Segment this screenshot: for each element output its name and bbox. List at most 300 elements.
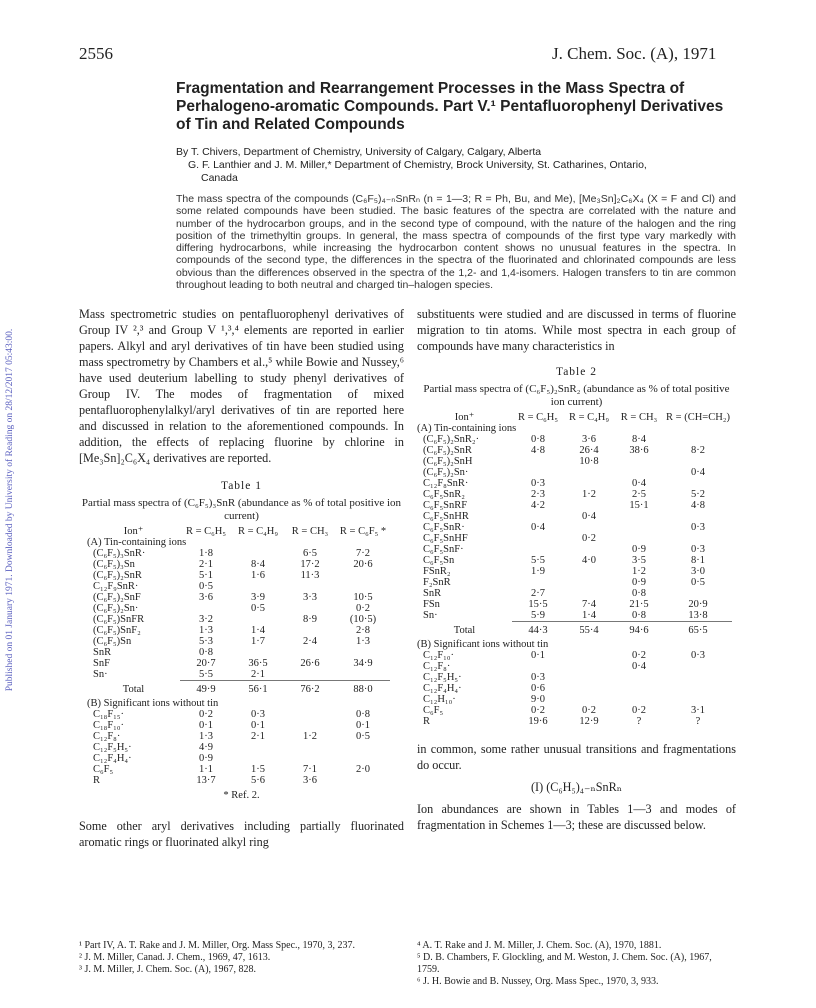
table-2-value-cell: 4·8 xyxy=(531,445,545,456)
table-1-row xyxy=(87,669,390,681)
table-1-value-cell: 1·3 xyxy=(356,636,370,647)
table-2-row xyxy=(417,533,732,544)
paragraph-bottom: Ion abundances are shown in Tables 1—3 and modes of fragmentation in Schemes 1—3; these are discussed below. xyxy=(417,802,736,832)
table-2-value-cell: 0·4 xyxy=(632,661,646,672)
table-2-value-cell xyxy=(614,672,664,683)
table-2-total-value: 55·4 xyxy=(579,625,599,636)
table-2-value-cell xyxy=(564,577,614,588)
table-1-value-cell: 4·9 xyxy=(199,742,213,753)
author-line-1: By T. Chivers, Department of Chemistry, University of Calgary, Calgary, Alberta xyxy=(176,146,542,158)
table-2-total-value: 65·5 xyxy=(688,625,708,636)
table-2-ion-cell: SnR xyxy=(423,588,442,599)
table-2-row xyxy=(417,445,732,456)
table-2-value-cell: 4·8 xyxy=(691,500,705,511)
table-1-value-cell xyxy=(180,603,232,614)
table-2-section-heading: (B) Significant ions without tin xyxy=(417,639,549,650)
table-1-total-value: 76·2 xyxy=(300,684,320,695)
paragraph-mid: in common, some rather unusual transitions and fragmentations do occur. xyxy=(417,742,736,772)
table-2-value-cell: 0·4 xyxy=(691,467,705,478)
table-2-value-cell: 0·3 xyxy=(531,478,545,489)
table-1-row xyxy=(87,647,390,658)
table-2-value-cell xyxy=(664,511,732,522)
table-1-value-cell: 0·2 xyxy=(199,709,213,720)
table-1-value-cell xyxy=(284,603,336,614)
table-2-ion-cell: F₂SnR xyxy=(423,577,451,588)
table-2-value-cell xyxy=(614,467,664,478)
table-1-value-cell xyxy=(232,548,284,559)
table-2-value-cell: 1·2 xyxy=(632,566,646,577)
table-2-value-cell: 3·5 xyxy=(632,555,646,566)
section-heading: (I) (C₆H₅)₄₋ₙSnRₙ xyxy=(531,780,622,794)
table-1-value-cell: 8·9 xyxy=(303,614,317,625)
table-1-value-cell xyxy=(336,753,390,764)
table-2-header-ion: Ion⁺ xyxy=(454,412,475,423)
table-1-section-heading: (A) Tin-containing ions xyxy=(87,537,187,548)
table-1-value-cell xyxy=(232,647,284,658)
table-2-header-col: R = (CH=CH₂) xyxy=(666,412,730,423)
footnote-6: ⁶ J. H. Bowie and B. Nussey, Org. Mass Spec., 1970, 3, 933. xyxy=(417,976,659,987)
table-2-label: Table 2 xyxy=(555,366,597,378)
footnote-5: ⁵ D. B. Chambers, F. Glockling, and M. Weston, J. Chem. Soc. (A), 1967, 1759. xyxy=(417,952,712,975)
table-2-ion-cell: C₆F₅SnHF xyxy=(423,533,468,544)
table-2-value-cell: 13·8 xyxy=(664,610,732,622)
footnote-1: ¹ Part IV, A. T. Rake and J. M. Miller, Org. Mass Spec., 1970, 3, 237. xyxy=(79,940,356,951)
table-1-ion-cell: SnF xyxy=(93,658,110,669)
table-1-value-cell xyxy=(336,581,390,592)
table-2-value-cell: 2·5 xyxy=(632,489,646,500)
table-2-row xyxy=(417,434,732,445)
table-1-value-cell xyxy=(284,581,336,592)
table-1-ion-cell: C₆F₅ xyxy=(93,764,114,775)
table-2-row xyxy=(417,716,732,727)
table-2-ion-cell: R xyxy=(423,716,431,727)
table-1-value-cell xyxy=(232,614,284,625)
table-2-row xyxy=(417,544,732,555)
table-2-value-cell: 0·8 xyxy=(531,434,545,445)
table-1-value-cell: 3·6 xyxy=(199,592,213,603)
table-1-value-cell xyxy=(336,742,390,753)
table-2-value-cell xyxy=(664,694,732,705)
table-2-row xyxy=(417,661,732,672)
table-2-row xyxy=(417,610,732,622)
footnote-4: ⁴ A. T. Rake and J. M. Miller, J. Chem. Soc. (A), 1970, 1881. xyxy=(417,940,662,951)
table-1-value-cell: 0·5 xyxy=(199,581,213,592)
table-2-row xyxy=(417,456,732,467)
table-2-value-cell: 8·1 xyxy=(691,555,705,566)
table-1-ion-cell: C₁₂F₉SnR· xyxy=(93,581,139,592)
paragraph-continued: Some other aryl derivatives including partially fluorinated aromatic rings or fluorinated alkyl ring xyxy=(79,819,404,849)
table-1-caption: Partial mass spectra of (C₆F₅)₃SnR (abundance as % of total positive ion current) xyxy=(81,497,402,522)
table-2-value-cell: 0·8 xyxy=(632,588,646,599)
table-1-ion-cell: C₁₂F₄H₄· xyxy=(93,753,132,764)
table-1-value-cell: 2·1 xyxy=(232,669,284,681)
table-2-ion-cell: C₁₂F₈SnR· xyxy=(423,478,469,489)
table-2-ion-cell: (C₆F₅)₂SnR₂· xyxy=(423,434,480,445)
table-1-header-ion: Ion⁺ xyxy=(123,526,144,537)
table-1-row xyxy=(87,603,390,614)
table-1-section-heading: (B) Significant ions without tin xyxy=(87,698,219,709)
table-2-ion-cell: C₁₂F₈· xyxy=(423,661,451,672)
table-1-ion-cell: (C₆F₅)₂Sn· xyxy=(93,603,139,614)
table-1-ion-cell: (C₆F₅)₃SnR· xyxy=(93,548,146,559)
table-1-value-cell: 5·3 xyxy=(199,636,213,647)
table-2-value-cell xyxy=(512,661,564,672)
table-1-header-col: R = C₆F₅ * xyxy=(339,526,387,537)
intro-paragraph: Mass spectrometric studies on pentafluorophenyl derivatives of Group IV ²,³ and Group V ¹,³,⁴ elements are reported in earlier papers. Alkyl and aryl derivatives of tin have been studied using mass spectrometry by Chambers et al.,⁵ while Bowie and Nussey,⁶ have used deuterium labelling to study phenyl derivatives of Group IV. The modes of fragmentation of mixed pentafluorophenylalkyl/aryl derivatives of tin are reported here and discussed in relation to the aforementioned compounds. In addition, the effects of replacing fluorine by chlorine in [Me₃Sn]₂C₆X₄ derivatives are reported. xyxy=(79,307,404,465)
table-2-value-cell: ? xyxy=(695,716,701,727)
table-2-total-label: Total xyxy=(453,624,476,636)
table-2-ion-cell: C₁₂F₅H₅· xyxy=(423,672,462,683)
table-2-value-cell: 15·5 xyxy=(528,599,548,610)
table-2-value-cell: 0·3 xyxy=(691,522,705,533)
table-2-value-cell: 8·2 xyxy=(691,445,705,456)
table-2-row xyxy=(417,577,732,588)
table-2-value-cell xyxy=(564,544,614,555)
table-2-value-cell xyxy=(664,672,732,683)
table-1-value-cell: 0·9 xyxy=(199,753,213,764)
table-2 xyxy=(417,412,732,727)
table-1-value-cell: 2·4 xyxy=(303,636,317,647)
journal-citation: J. Chem. Soc. (A), 1971 xyxy=(552,44,717,63)
author-block xyxy=(176,146,736,185)
table-1-total-value: 49·9 xyxy=(196,684,216,695)
table-1-value-cell: 0·5 xyxy=(356,731,370,742)
table-2-value-cell: 0·2 xyxy=(531,705,545,716)
table-1-label: Table 1 xyxy=(220,480,262,492)
table-1-value-cell: 0·5 xyxy=(251,603,265,614)
table-2-value-cell xyxy=(564,694,614,705)
table-1-row xyxy=(87,775,390,786)
table-2-value-cell xyxy=(614,683,664,694)
table-2-ion-cell: C₆F₅SnR₂ xyxy=(423,489,465,500)
author-line-3: Canada xyxy=(201,172,238,184)
table-1-value-cell: 6·5 xyxy=(303,548,317,559)
table-2-value-cell xyxy=(664,661,732,672)
table-2-row xyxy=(417,672,732,683)
table-1-value-cell: 5·5 xyxy=(180,669,232,681)
table-1-ion-cell: SnR xyxy=(93,647,112,658)
table-1-value-cell xyxy=(284,647,336,658)
page-number: 2556 xyxy=(79,44,113,63)
table-1-value-cell xyxy=(284,669,336,681)
table-2-value-cell: ? xyxy=(636,716,642,727)
table-2-ion-cell: FSn xyxy=(423,599,440,610)
table-2-value-cell xyxy=(512,533,564,544)
left-column xyxy=(79,306,404,850)
table-1-row xyxy=(87,764,390,775)
table-1-ion-cell: (C₆F₅)₃Sn xyxy=(93,559,135,570)
table-1-value-cell: 0·1 xyxy=(251,720,265,731)
table-1-value-cell: 1·3 xyxy=(199,731,213,742)
table-2-value-cell xyxy=(564,566,614,577)
table-1-ion-cell: (C₆F₅)SnF₂ xyxy=(93,625,141,636)
table-2-value-cell: 3·0 xyxy=(691,566,705,577)
table-1-ion-cell: C₁₈F₁₀· xyxy=(93,720,124,731)
table-2-value-cell: 0·4 xyxy=(582,511,596,522)
table-1-value-cell: 1·2 xyxy=(303,731,317,742)
table-1-row xyxy=(87,614,390,625)
table-1-ion-cell: C₁₈F₁₅· xyxy=(93,709,124,720)
table-1-value-cell: 1·3 xyxy=(199,625,213,636)
table-1-row xyxy=(87,625,390,636)
table-2-total-row xyxy=(417,622,732,640)
table-2-value-cell xyxy=(614,456,664,467)
table-1-value-cell xyxy=(284,720,336,731)
table-2-value-cell xyxy=(564,500,614,511)
table-2-value-cell: 4·2 xyxy=(531,500,545,511)
table-2-value-cell xyxy=(664,456,732,467)
table-1-value-cell: 3·3 xyxy=(303,592,317,603)
table-1-value-cell: 36·5 xyxy=(248,658,268,669)
footnotes-right xyxy=(417,940,736,988)
table-1-value-cell: 3·6 xyxy=(303,775,317,786)
table-2-value-cell: 0·3 xyxy=(691,650,705,661)
paragraph-top: substituents were studied and are discussed in terms of fluorine migration to tin atoms. While most spectra in each group of compounds have many characteristics in xyxy=(417,307,736,353)
table-1-value-cell: 3·2 xyxy=(199,614,213,625)
table-2-value-cell: 1·2 xyxy=(582,489,596,500)
table-2-row xyxy=(417,599,732,610)
table-1-ion-cell: Sn· xyxy=(93,669,108,681)
table-1-value-cell: 7·2 xyxy=(356,548,370,559)
footnote-2: ² J. M. Miller, Canad. J. Chem., 1969, 47, 1613. xyxy=(79,952,271,963)
table-2-ion-cell: (C₆F₅)₂Sn· xyxy=(423,467,469,478)
table-2-row xyxy=(417,467,732,478)
table-1-value-cell: 7·1 xyxy=(303,764,317,775)
table-1-value-cell: 11·3 xyxy=(300,570,320,581)
table-2-value-cell xyxy=(664,683,732,694)
table-1-value-cell: 2·0 xyxy=(356,764,370,775)
table-1-value-cell: 5·1 xyxy=(199,570,213,581)
table-2-value-cell: 0·4 xyxy=(632,478,646,489)
table-2-value-cell: 2·3 xyxy=(531,489,545,500)
table-1-value-cell: 8·4 xyxy=(251,559,265,570)
table-1-value-cell xyxy=(232,742,284,753)
download-notice: Published on 01 January 1971. Downloaded by University of Reading on 28/12/2017 05:43:00. xyxy=(5,328,15,692)
table-2-ion-cell: C₆F₅Sn xyxy=(423,555,455,566)
table-2-value-cell xyxy=(512,467,564,478)
table-2-ion-cell: Sn· xyxy=(423,610,438,622)
table-1-value-cell xyxy=(284,625,336,636)
author-line-2: G. F. Lanthier and J. M. Miller,* Department of Chemistry, Brock University, St. Catharines, Ontario, xyxy=(188,159,647,171)
table-2-value-cell xyxy=(564,467,614,478)
table-2-value-cell: 5·5 xyxy=(531,555,545,566)
table-2-section-heading: (A) Tin-containing ions xyxy=(417,423,517,434)
table-1-value-cell xyxy=(284,709,336,720)
table-2-value-cell: 9·0 xyxy=(531,694,545,705)
table-2-value-cell xyxy=(664,478,732,489)
table-1-row xyxy=(87,581,390,592)
table-2-row xyxy=(417,705,732,716)
table-1-value-cell xyxy=(336,647,390,658)
table-2-value-cell: 3·6 xyxy=(582,434,596,445)
table-2-value-cell xyxy=(664,434,732,445)
table-1-ion-cell: C₁₂F₅H₅· xyxy=(93,742,132,753)
table-2-value-cell: 0·4 xyxy=(531,522,545,533)
table-2-value-cell: 1·4 xyxy=(564,610,614,622)
table-1-value-cell: 1·6 xyxy=(251,570,265,581)
table-1-value-cell: 5·6 xyxy=(251,775,265,786)
table-2-value-cell: 0·9 xyxy=(632,577,646,588)
table-2-value-cell xyxy=(564,650,614,661)
table-1-ion-cell: (C₆F₅)₂SnR xyxy=(93,570,142,581)
table-2-row xyxy=(417,588,732,599)
table-2-ion-cell: (C₆F₅)₂SnR xyxy=(423,445,472,456)
table-1-value-cell xyxy=(232,753,284,764)
table-2-header-col: R = CH₃ xyxy=(620,412,658,423)
table-2-value-cell xyxy=(614,533,664,544)
table-1-row xyxy=(87,570,390,581)
table-2-value-cell xyxy=(564,683,614,694)
table-2-value-cell: 0·1 xyxy=(531,650,545,661)
table-2-value-cell: 0·9 xyxy=(632,544,646,555)
table-2-value-cell xyxy=(614,511,664,522)
table-1-value-cell: 26·6 xyxy=(300,658,320,669)
table-2-ion-cell: C₆F₅SnF· xyxy=(423,544,464,555)
table-1-header-col: R = CH₃ xyxy=(291,526,329,537)
table-1-value-cell: 0·8 xyxy=(199,647,213,658)
table-2-value-cell: 1·9 xyxy=(531,566,545,577)
table-1-value-cell: 1·8 xyxy=(199,548,213,559)
table-2-value-cell: 38·6 xyxy=(629,445,649,456)
table-2-ion-cell: C₁₂H₁₀· xyxy=(423,694,456,705)
table-2-value-cell: 0·8 xyxy=(614,610,664,622)
table-1-row xyxy=(87,720,390,731)
table-2-value-cell: 0·3 xyxy=(531,672,545,683)
table-2-value-cell: 19·6 xyxy=(528,716,548,727)
footnotes-left xyxy=(79,940,404,976)
table-2-caption: Partial mass spectra of (C₆F₅)₂SnR₂ (abundance as % of total positive ion current) xyxy=(423,383,730,408)
table-1-value-cell: 2·1 xyxy=(251,731,265,742)
footnote-3: ³ J. M. Miller, J. Chem. Soc. (A), 1967, 828. xyxy=(79,964,257,975)
table-2-ion-cell: C₁₂F₁₀· xyxy=(423,650,454,661)
table-2-row xyxy=(417,683,732,694)
table-2-value-cell xyxy=(664,588,732,599)
table-2-value-cell: 0·5 xyxy=(691,577,705,588)
table-1-row xyxy=(87,753,390,764)
table-2-value-cell: 0·2 xyxy=(632,705,646,716)
table-2-value-cell: 2·7 xyxy=(531,588,545,599)
table-2-value-cell: 5·9 xyxy=(512,610,564,622)
table-1-ion-cell: (C₆F₅)Sn xyxy=(93,636,132,647)
table-1-ion-cell: (C₆F₅)SnFR xyxy=(93,614,145,625)
table-1-total-label: Total xyxy=(122,683,145,695)
table-1-row xyxy=(87,709,390,720)
table-2-value-cell: 3·1 xyxy=(691,705,705,716)
table-1-value-cell: 1·7 xyxy=(251,636,265,647)
table-1-value-cell: 0·2 xyxy=(356,603,370,614)
table-1-value-cell xyxy=(336,775,390,786)
table-1-footnote: * Ref. 2. xyxy=(223,790,260,801)
table-2-header-col: R = C₆H₅ xyxy=(517,412,559,423)
table-1-row xyxy=(87,658,390,669)
table-1-total-value: 56·1 xyxy=(248,684,268,695)
table-2-value-cell: 21·5 xyxy=(629,599,649,610)
table-1-value-cell: 2·8 xyxy=(356,625,370,636)
table-1-value-cell: 1·5 xyxy=(251,764,265,775)
table-1-value-cell: 1·4 xyxy=(251,625,265,636)
table-1-value-cell xyxy=(284,742,336,753)
table-1-value-cell: 17·2 xyxy=(300,559,320,570)
table-1-value-cell: 0·3 xyxy=(251,709,265,720)
table-2-row xyxy=(417,566,732,577)
table-1 xyxy=(87,526,390,786)
table-1-row xyxy=(87,592,390,603)
table-2-ion-cell: C₆F₅ xyxy=(423,705,444,716)
table-2-value-cell xyxy=(564,522,614,533)
table-2-row xyxy=(417,478,732,489)
table-1-value-cell xyxy=(336,570,390,581)
table-1-header-col: R = C₄H₉ xyxy=(237,526,279,537)
table-2-value-cell xyxy=(512,511,564,522)
table-2-row xyxy=(417,650,732,661)
table-2-header-col: R = C₄H₉ xyxy=(568,412,610,423)
table-1-value-cell: 10·5 xyxy=(353,592,373,603)
table-2-ion-cell: C₆F₅SnR· xyxy=(423,522,465,533)
table-1-row xyxy=(87,559,390,570)
table-2-value-cell xyxy=(564,661,614,672)
table-1-ion-cell: C₁₂F₈· xyxy=(93,731,121,742)
table-2-value-cell xyxy=(512,456,564,467)
table-1-value-cell xyxy=(336,669,390,681)
table-1-value-cell: (10·5) xyxy=(349,614,377,625)
table-2-value-cell: 0·2 xyxy=(632,650,646,661)
table-2-value-cell: 0·2 xyxy=(582,705,596,716)
table-2-value-cell: 4·0 xyxy=(582,555,596,566)
table-2-row xyxy=(417,500,732,511)
table-1-total-value: 88·0 xyxy=(353,684,373,695)
table-1-value-cell: 3·9 xyxy=(251,592,265,603)
table-2-row xyxy=(417,694,732,705)
table-1-value-cell: 1·1 xyxy=(199,764,213,775)
table-1-value-cell xyxy=(284,753,336,764)
table-2-total-value: 44·3 xyxy=(528,625,548,636)
table-1-value-cell: 2·1 xyxy=(199,559,213,570)
table-1-value-cell: 13·7 xyxy=(196,775,216,786)
table-2-row xyxy=(417,555,732,566)
table-1-value-cell: 0·1 xyxy=(199,720,213,731)
table-2-value-cell: 10·8 xyxy=(579,456,599,467)
table-2-row xyxy=(417,489,732,500)
table-2-row xyxy=(417,511,732,522)
article-title: Fragmentation and Rearrangement Processes in the Mass Spectra of Perhalogeno-aromatic Compounds. Part V.¹ Pentafluorophenyl Derivatives of Tin and Related Compounds xyxy=(176,80,724,133)
table-2-ion-cell: C₆F₅SnRF xyxy=(423,500,468,511)
table-2-value-cell: 7·4 xyxy=(582,599,596,610)
table-1-ion-cell: R xyxy=(93,775,101,786)
table-2-value-cell xyxy=(564,478,614,489)
table-1-value-cell: 0·8 xyxy=(356,709,370,720)
table-1-header-col: R = C₆H₅ xyxy=(185,526,227,537)
table-2-value-cell xyxy=(614,694,664,705)
table-1-row xyxy=(87,742,390,753)
table-2-value-cell: 0·6 xyxy=(531,683,545,694)
right-column xyxy=(417,306,736,833)
table-2-ion-cell: C₁₂F₄H₄· xyxy=(423,683,462,694)
table-1-value-cell xyxy=(232,581,284,592)
table-2-value-cell: 20·9 xyxy=(688,599,708,610)
table-2-ion-cell: (C₆F₅)₂SnH xyxy=(423,456,473,467)
table-2-value-cell: 0·3 xyxy=(691,544,705,555)
table-2-value-cell xyxy=(512,577,564,588)
abstract: The mass spectra of the compounds (C₆F₅)₄₋ₙSnRₙ (n = 1—3; R = Ph, Bu, and Me), [Me₃Sn]₂C₆X₄ (X = F and Cl) and some related compounds have been studied. The basic features of the spectra are correlated with the nature and number of the hydrocarbon groups, and in the second type of compound, with the nature of the halogen and the ring position of the trimethyltin groups. In general, the mass spectra of compounds of the first type vary markedly with differing hydrocarbons, while increasing the hydrocarbon content shows no unusual features in the spectra. In compounds of the second type, the differences in the spectra of the fluorinated and chlorinated compounds are less obvious than the differences observed in the spectra of the 1,2- and 1,4-isomers. Halogen transfers to tin are common throughout leading to both neutral and charged tin–halogen species. xyxy=(176,193,736,292)
table-2-value-cell: 5·2 xyxy=(691,489,705,500)
table-2-ion-cell: FSnR₂ xyxy=(423,566,451,577)
table-2-value-cell: 26·4 xyxy=(579,445,599,456)
table-2-value-cell xyxy=(564,588,614,599)
table-1-ion-cell: (C₆F₅)₂SnF xyxy=(93,592,141,603)
table-2-value-cell xyxy=(512,544,564,555)
table-2-value-cell: 12·9 xyxy=(579,716,599,727)
table-2-value-cell: 0·2 xyxy=(582,533,596,544)
